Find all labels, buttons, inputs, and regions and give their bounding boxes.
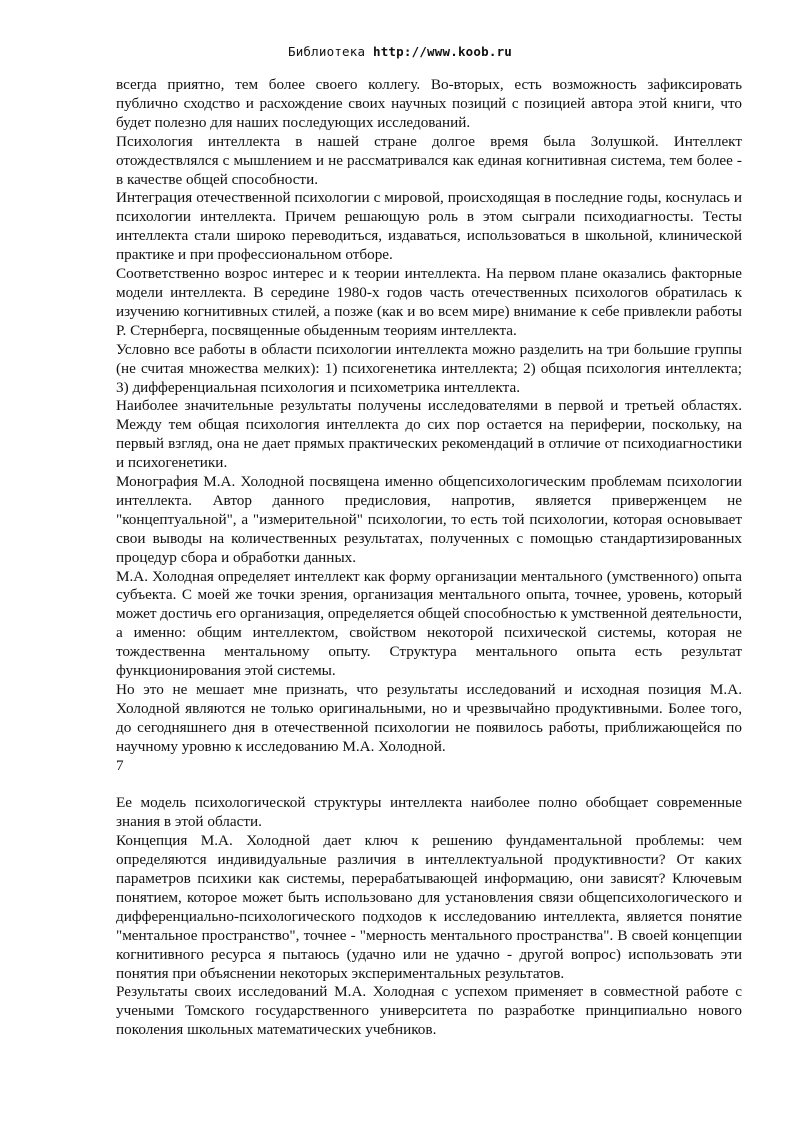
paragraph: Соответственно возрос интерес и к теории интеллекта. На первом плане оказались факторные модели интеллекта. В середине 1980-х годов часть отечественных психологов обратилась к изучению когнитивных стилей, а позже (как и во всем мире) внимание к себе привлекли работы Р. Стернберга, посвященные обыденным теориям интеллекта. (116, 265, 742, 339)
library-url-link[interactable]: http://www.koob.ru (372, 44, 513, 59)
paragraph: Результаты своих исследований М.А. Холодная с успехом применяет в совместной работе с учеными Томского государственного университета по разработке принципиально нового поколения школьных математических учебников. (116, 983, 742, 1039)
library-label: Библиотека (287, 44, 366, 59)
paragraph: Монография М.А. Холодной посвящена именно общепсихологическим проблемам психологии интеллекта. Автор данного предисловия, напротив, является приверженцем не "концептуальной", а "измерительной" психологии, то есть той психологии, которая основывает свои выводы на количественных результатах, полученных с помощью стандартизированных процедур сбора и обработки данных. (116, 473, 742, 566)
paragraph: М.А. Холодная определяет интеллект как форму организации ментального (умственного) опыта субъекта. С моей же точки зрения, организация ментального опыта, точнее, уровень, который может достичь его организация, определяется общей способностью к умственной деятельности, а именно: общим интеллектом, свойством некоторой психической системы, которая не тождественна ментальному опыту. Структура ментального опыта есть результат функционирования этой системы. (116, 567, 742, 680)
paragraph: Ее модель психологической структуры интеллекта наиболее полно обобщает современные знания в этой области. (116, 794, 742, 831)
paragraph: Условно все работы в области психологии интеллекта можно разделить на три большие группы (не считая множества мелких): 1) психогенетика интеллекта; 2) общая психология интеллекта; 3) дифференциальная психология и психометрика интеллекта. (116, 340, 742, 396)
paragraph: Интеграция отечественной психологии с мировой, происходящая в последние годы, коснулась и психологии интеллекта. Причем решающую роль в этом сыграли психодиагносты. Тесты интеллекта стали широко переводиться, издаваться, использоваться в школьной, клинической практике и при профессиональном отборе. (116, 189, 742, 264)
paragraph: Концепция М.А. Холодной дает ключ к решению фундаментальной проблемы: чем определяются индивидуальные различия в интеллектуальной продуктивности? От каких параметров психики как системы, перерабатывающей информацию, они зависят? Ключевым понятием, которое может быть использовано для установления связи общепсихологического и дифференциально-психологического подходов к исследованию интеллекта, является понятие "ментальное пространство", точнее - "мерность ментального пространства". В своей концепции когнитивного ресурса я пытаюсь (удачно или не удачно - другой вопрос) использовать эти понятия при объяснении некоторых экспериментальных результатов. (116, 832, 742, 982)
page-number: 7 (116, 756, 124, 774)
page-header (0, 44, 800, 59)
paragraph: всегда приятно, тем более своего коллегу. Во-вторых, есть возможность зафиксировать публично сходство и расхождение своих научных позиций с позицией автора этой книги, что будет полезно для наших последующих исследований. (116, 76, 742, 131)
paragraph: Наиболее значительные результаты получены исследователями в первой и третьей областях. Между тем общая психология интеллекта до сих пор остается на периферии, поскольку, на первый взгляд, она не дает прямых практических рекомендаций в отличие от психодиагностики и психогенетики. (116, 397, 742, 472)
paragraph: Но это не мешает мне признать, что результаты исследований и исходная позиция М.А. Холодной являются не только оригинальными, но и чрезвычайно продуктивными. Более того, до сегодняшнего дня в отечественной психологии не появилось работы, приближающейся по научному уровню к исследованию М.А. Холодной. (116, 681, 742, 755)
paragraph: Психология интеллекта в нашей стране долгое время была Золушкой. Интеллект отождествлялся с мышлением и не рассматривался как единая когнитивная система, тем более - в качестве общей способности. (116, 132, 742, 188)
document-body (116, 76, 742, 1040)
